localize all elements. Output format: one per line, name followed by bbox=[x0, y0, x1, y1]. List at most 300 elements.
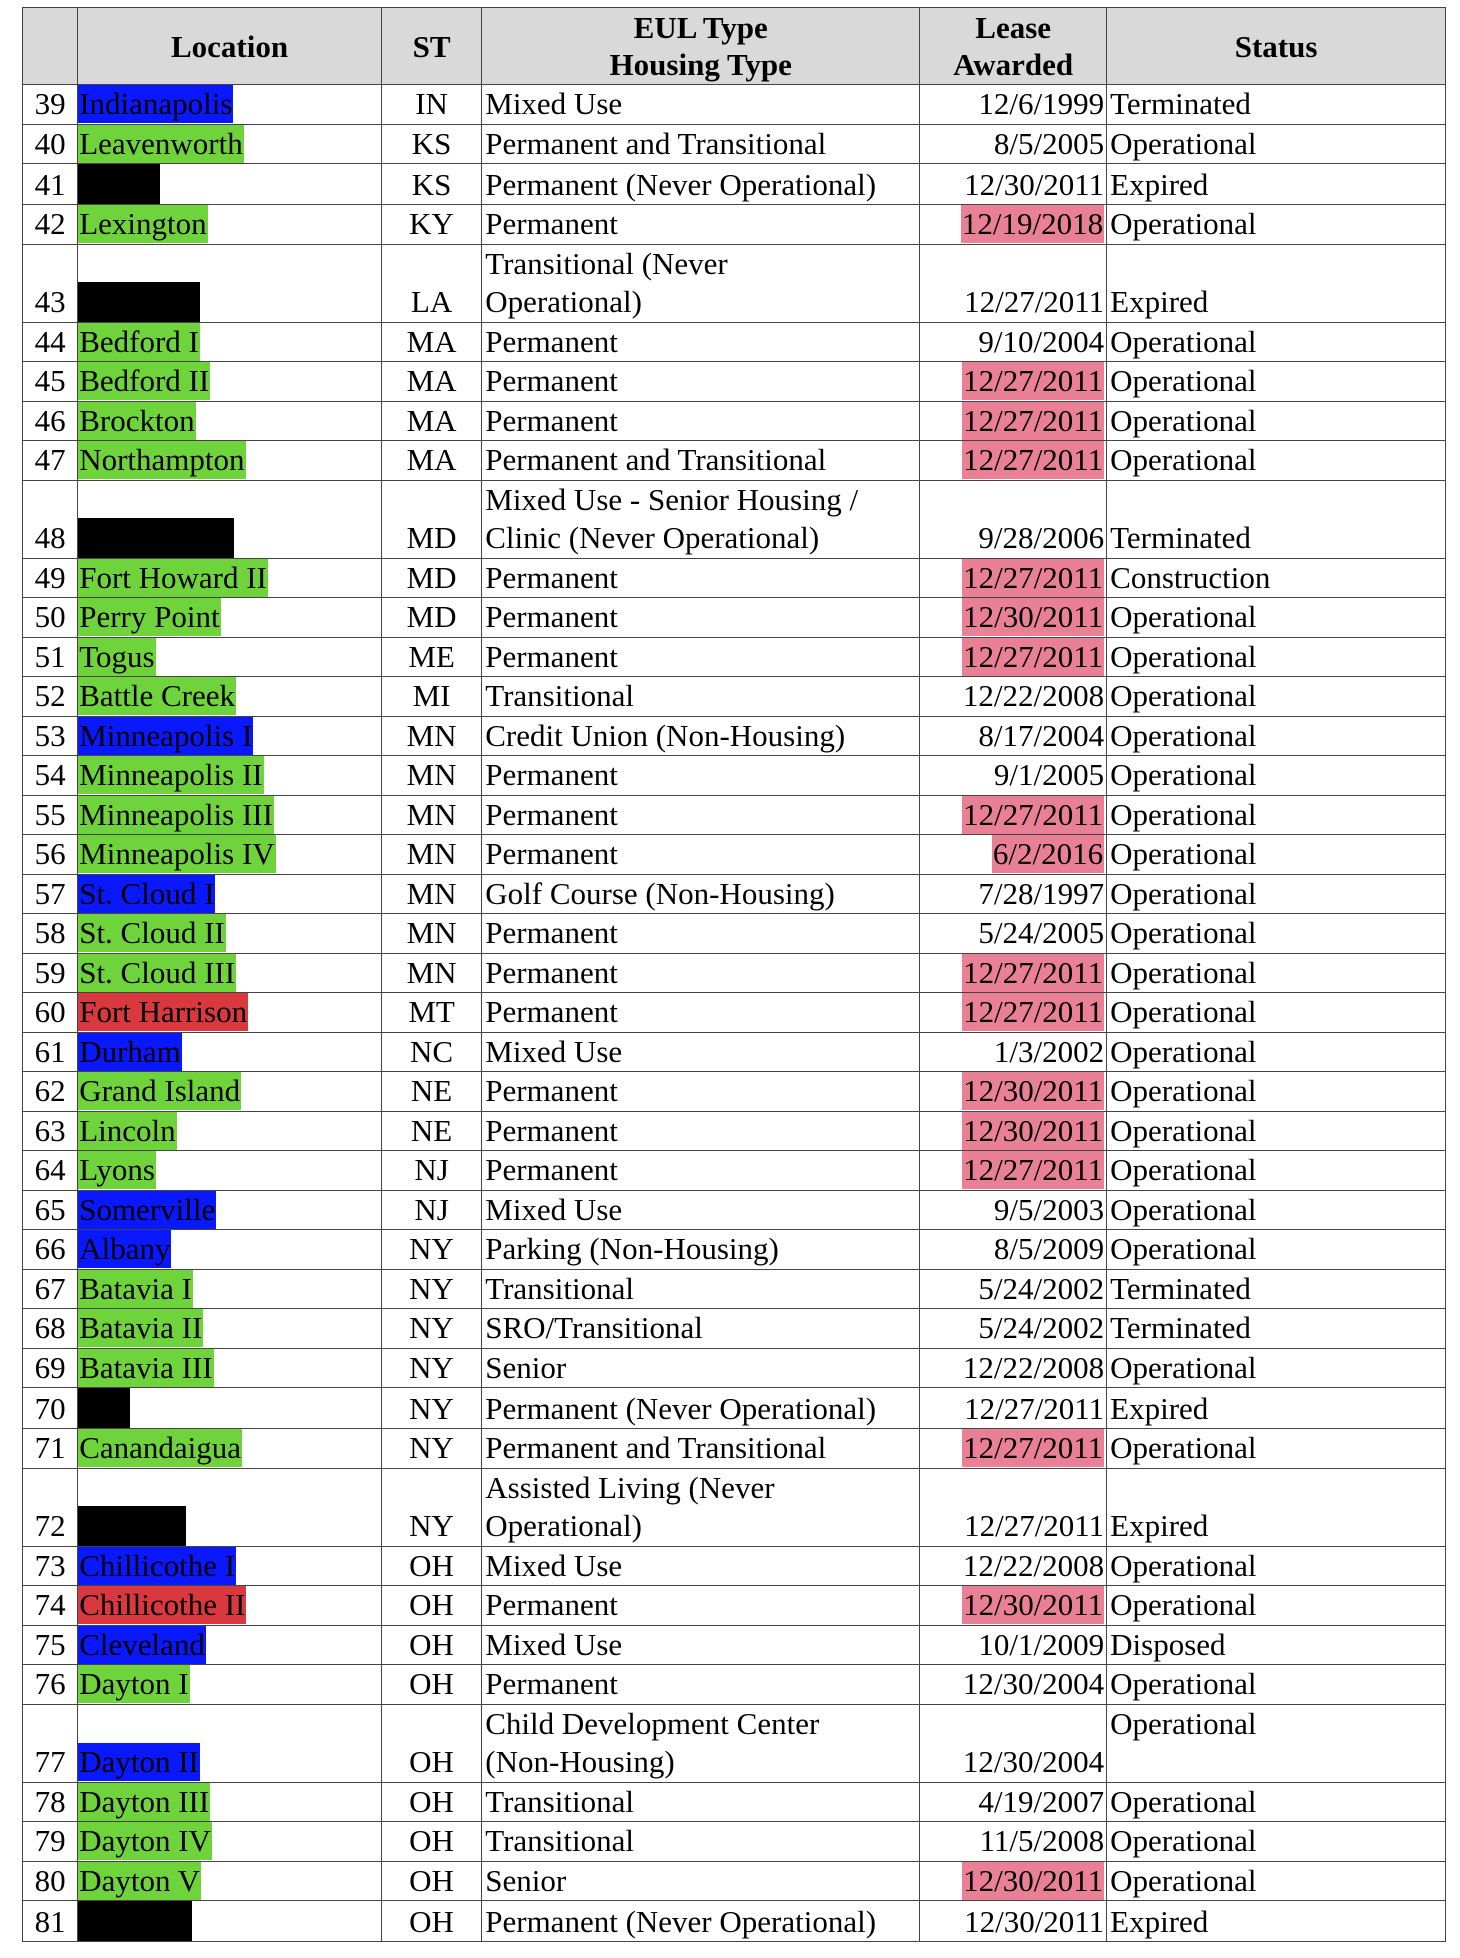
status-text: Operational bbox=[1110, 1191, 1257, 1227]
state-cell: OH bbox=[381, 1704, 481, 1782]
status-cell bbox=[1107, 558, 1446, 598]
location-cell bbox=[78, 993, 382, 1033]
lease-awarded-cell bbox=[920, 1704, 1107, 1782]
housing-type-cell bbox=[482, 795, 920, 835]
state-cell: MA bbox=[381, 362, 481, 402]
housing-type-text: Permanent bbox=[485, 954, 618, 990]
status-text: Operational bbox=[1110, 954, 1257, 990]
status-text: Operational bbox=[1110, 599, 1257, 634]
status-cell bbox=[1107, 637, 1446, 677]
state-cell: LA bbox=[381, 244, 481, 322]
highlighted-date: 12/27/2011 bbox=[963, 638, 1104, 674]
table-row bbox=[23, 480, 1446, 558]
location-name: Batavia II bbox=[79, 1310, 203, 1345]
lease-awarded-cell bbox=[920, 1151, 1107, 1191]
row-number: 65 bbox=[23, 1190, 78, 1230]
lease-date: 12/30/2004 bbox=[962, 1744, 1105, 1779]
lease-date: 9/28/2006 bbox=[978, 520, 1105, 555]
row-number: 47 bbox=[23, 441, 78, 481]
state-cell: MA bbox=[381, 322, 481, 362]
lease-date: 12/22/2008 bbox=[962, 1547, 1105, 1583]
lease-awarded-cell bbox=[920, 401, 1107, 441]
row-number: 50 bbox=[23, 598, 78, 638]
status-text: Operational bbox=[1110, 1705, 1257, 1741]
housing-type-cell bbox=[482, 914, 920, 954]
row-number: 55 bbox=[23, 795, 78, 835]
table-row bbox=[23, 598, 1446, 638]
housing-type-text: Permanent bbox=[485, 599, 618, 634]
housing-type-text: Transitional bbox=[485, 1783, 634, 1819]
row-number: 42 bbox=[23, 205, 78, 245]
status-text: Operational bbox=[1110, 836, 1257, 871]
state-cell: NJ bbox=[381, 1151, 481, 1191]
lease-awarded-cell bbox=[920, 1230, 1107, 1270]
header-lease-line2: Awarded bbox=[953, 47, 1074, 82]
lease-awarded-cell bbox=[920, 441, 1107, 481]
status-cell bbox=[1107, 1704, 1446, 1782]
lease-awarded-cell bbox=[920, 598, 1107, 638]
housing-type-cell bbox=[482, 874, 920, 914]
lease-awarded-cell bbox=[920, 1190, 1107, 1230]
housing-type-cell bbox=[482, 1111, 920, 1151]
state-cell: MN bbox=[381, 914, 481, 954]
status-cell bbox=[1107, 322, 1446, 362]
table-row bbox=[23, 1269, 1446, 1309]
housing-type-text: Parking (Non-Housing) bbox=[485, 1231, 779, 1266]
state-cell: NC bbox=[381, 1032, 481, 1072]
status-text: Operational bbox=[1110, 1349, 1257, 1385]
location-cell bbox=[78, 441, 382, 481]
state-cell: OH bbox=[381, 1546, 481, 1586]
location-cell bbox=[78, 124, 382, 164]
housing-type-cell bbox=[482, 953, 920, 993]
status-cell bbox=[1107, 1665, 1446, 1705]
housing-type-text: Permanent and Transitional bbox=[485, 125, 827, 161]
housing-type-text: Mixed Use bbox=[485, 1626, 623, 1662]
location-name: Perry Point bbox=[79, 599, 220, 634]
location-cell bbox=[78, 401, 382, 441]
housing-type-cell bbox=[482, 480, 920, 558]
location-cell bbox=[78, 1111, 382, 1151]
state-cell: ME bbox=[381, 637, 481, 677]
status-cell bbox=[1107, 914, 1446, 954]
state-cell: MA bbox=[381, 441, 481, 481]
table-row bbox=[23, 322, 1446, 362]
lease-date: 9/10/2004 bbox=[978, 323, 1105, 359]
state-cell: MN bbox=[381, 795, 481, 835]
redaction-block bbox=[78, 282, 200, 322]
state-cell: MI bbox=[381, 677, 481, 717]
status-text: Operational bbox=[1110, 1862, 1257, 1898]
table-row bbox=[23, 1388, 1446, 1429]
housing-type-cell bbox=[482, 401, 920, 441]
table-row bbox=[23, 1348, 1446, 1388]
status-cell bbox=[1107, 85, 1446, 125]
state-cell: IN bbox=[381, 85, 481, 125]
row-number: 40 bbox=[23, 124, 78, 164]
status-text: Operational bbox=[1110, 875, 1257, 911]
location-name: Brockton bbox=[79, 402, 195, 438]
status-text: Operational bbox=[1110, 994, 1257, 1029]
location-cell bbox=[78, 1586, 382, 1626]
housing-type-text: Permanent bbox=[485, 836, 618, 871]
header-state: ST bbox=[381, 8, 481, 85]
location-cell bbox=[78, 953, 382, 993]
housing-type-cell bbox=[482, 1032, 920, 1072]
row-number: 44 bbox=[23, 322, 78, 362]
lease-date: 5/24/2005 bbox=[978, 915, 1105, 950]
lease-date: 12/30/2011 bbox=[964, 1903, 1105, 1939]
highlighted-date: 12/27/2011 bbox=[963, 402, 1104, 438]
status-text: Operational bbox=[1110, 1547, 1257, 1583]
location-name: Dayton III bbox=[79, 1783, 210, 1819]
location-name: Minneapolis I bbox=[79, 717, 253, 753]
lease-date: 12/27/2011 bbox=[964, 284, 1105, 319]
location-name: Bedford II bbox=[79, 363, 210, 398]
status-cell bbox=[1107, 205, 1446, 245]
highlighted-date: 12/27/2011 bbox=[963, 559, 1104, 595]
status-text: Operational bbox=[1110, 1587, 1257, 1622]
location-cell bbox=[78, 164, 382, 205]
housing-type-text: Permanent bbox=[485, 638, 618, 674]
housing-type-text: Permanent bbox=[485, 402, 618, 438]
housing-type-text: Permanent bbox=[485, 363, 618, 398]
status-text: Operational bbox=[1110, 1152, 1257, 1187]
lease-awarded-cell bbox=[920, 164, 1107, 205]
location-cell bbox=[78, 677, 382, 717]
highlighted-date: 12/27/2011 bbox=[963, 796, 1104, 832]
lease-date: 8/5/2009 bbox=[993, 1231, 1105, 1266]
row-number: 61 bbox=[23, 1032, 78, 1072]
highlighted-date: 12/19/2018 bbox=[961, 206, 1104, 241]
status-cell bbox=[1107, 795, 1446, 835]
status-cell bbox=[1107, 1586, 1446, 1626]
row-number: 45 bbox=[23, 362, 78, 402]
status-cell bbox=[1107, 1468, 1446, 1546]
table-row bbox=[23, 1704, 1446, 1782]
state-cell: OH bbox=[381, 1625, 481, 1665]
table-row bbox=[23, 1782, 1446, 1822]
location-cell bbox=[78, 85, 382, 125]
housing-type-cell bbox=[482, 1072, 920, 1112]
status-cell bbox=[1107, 716, 1446, 756]
table-row bbox=[23, 164, 1446, 205]
row-number: 69 bbox=[23, 1348, 78, 1388]
state-cell: NY bbox=[381, 1309, 481, 1349]
table-row bbox=[23, 1901, 1446, 1942]
state-cell: NY bbox=[381, 1429, 481, 1469]
location-name: Dayton II bbox=[79, 1744, 199, 1779]
location-name: Bedford I bbox=[79, 323, 199, 359]
housing-type-cell bbox=[482, 677, 920, 717]
row-number: 53 bbox=[23, 716, 78, 756]
status-cell bbox=[1107, 1901, 1446, 1942]
lease-awarded-cell bbox=[920, 874, 1107, 914]
location-name: St. Cloud I bbox=[79, 875, 215, 911]
status-cell bbox=[1107, 677, 1446, 717]
housing-type-text: Mixed Use - Senior Housing / Clinic (Never Operational) bbox=[485, 481, 859, 555]
location-cell bbox=[78, 1151, 382, 1191]
housing-type-cell bbox=[482, 756, 920, 796]
housing-type-text: Mixed Use bbox=[485, 86, 623, 121]
row-number: 68 bbox=[23, 1309, 78, 1349]
location-name: Batavia III bbox=[79, 1349, 213, 1385]
status-text: Construction bbox=[1110, 559, 1271, 595]
lease-awarded-cell bbox=[920, 1111, 1107, 1151]
row-number: 78 bbox=[23, 1782, 78, 1822]
table-row bbox=[23, 677, 1446, 717]
highlighted-date: 12/27/2011 bbox=[963, 994, 1104, 1029]
lease-date: 10/1/2009 bbox=[978, 1626, 1105, 1662]
row-number: 62 bbox=[23, 1072, 78, 1112]
lease-awarded-cell bbox=[920, 1348, 1107, 1388]
lease-awarded-cell bbox=[920, 795, 1107, 835]
row-number: 58 bbox=[23, 914, 78, 954]
location-cell bbox=[78, 1072, 382, 1112]
row-number: 39 bbox=[23, 85, 78, 125]
status-text: Operational bbox=[1110, 796, 1257, 832]
table-row bbox=[23, 1230, 1446, 1270]
location-cell bbox=[78, 1782, 382, 1822]
lease-date: 11/5/2008 bbox=[979, 1823, 1105, 1858]
housing-type-text: Transitional (Never Operational) bbox=[485, 245, 728, 319]
lease-awarded-cell bbox=[920, 637, 1107, 677]
status-text: Operational bbox=[1110, 1783, 1257, 1819]
state-cell: NY bbox=[381, 1230, 481, 1270]
status-cell bbox=[1107, 1348, 1446, 1388]
housing-type-text: Permanent bbox=[485, 1666, 618, 1701]
table-row bbox=[23, 1822, 1446, 1862]
table-row bbox=[23, 637, 1446, 677]
status-text: Operational bbox=[1110, 1112, 1257, 1148]
header-eul-type bbox=[482, 8, 920, 85]
location-cell bbox=[78, 835, 382, 875]
housing-type-text: Mixed Use bbox=[485, 1547, 623, 1583]
table-row bbox=[23, 1665, 1446, 1705]
housing-type-text: Permanent and Transitional bbox=[485, 1430, 827, 1465]
redaction-block bbox=[78, 164, 160, 204]
status-text: Operational bbox=[1110, 757, 1257, 792]
location-name: Togus bbox=[79, 638, 155, 674]
row-number: 81 bbox=[23, 1901, 78, 1942]
status-cell bbox=[1107, 598, 1446, 638]
row-number: 54 bbox=[23, 756, 78, 796]
location-name: Fort Harrison bbox=[79, 994, 248, 1029]
state-cell: OH bbox=[381, 1822, 481, 1862]
housing-type-cell bbox=[482, 322, 920, 362]
row-number: 41 bbox=[23, 164, 78, 205]
location-cell bbox=[78, 1230, 382, 1270]
table-row bbox=[23, 756, 1446, 796]
housing-type-cell bbox=[482, 1546, 920, 1586]
location-name: Lincoln bbox=[79, 1112, 176, 1148]
housing-type-cell bbox=[482, 835, 920, 875]
housing-type-cell bbox=[482, 1625, 920, 1665]
row-number: 75 bbox=[23, 1625, 78, 1665]
row-number: 80 bbox=[23, 1861, 78, 1901]
status-text: Operational bbox=[1110, 442, 1257, 477]
state-cell: NY bbox=[381, 1388, 481, 1429]
highlighted-date: 6/2/2016 bbox=[992, 836, 1104, 871]
location-cell bbox=[78, 244, 382, 322]
location-name: Cleveland bbox=[79, 1626, 205, 1662]
status-text: Terminated bbox=[1110, 1310, 1251, 1345]
housing-type-text: Permanent (Never Operational) bbox=[485, 166, 877, 202]
location-name: Minneapolis IV bbox=[79, 836, 275, 871]
table-row bbox=[23, 1468, 1446, 1546]
status-cell bbox=[1107, 1822, 1446, 1862]
status-text: Expired bbox=[1110, 1390, 1209, 1426]
lease-awarded-cell bbox=[920, 1269, 1107, 1309]
housing-type-text: Permanent bbox=[485, 1073, 618, 1108]
housing-type-cell bbox=[482, 244, 920, 322]
housing-type-text: Transitional bbox=[485, 678, 634, 713]
row-number: 71 bbox=[23, 1429, 78, 1469]
lease-date: 8/5/2005 bbox=[993, 125, 1105, 161]
lease-awarded-cell bbox=[920, 480, 1107, 558]
row-number: 60 bbox=[23, 993, 78, 1033]
state-cell: NY bbox=[381, 1348, 481, 1388]
lease-awarded-cell bbox=[920, 1072, 1107, 1112]
housing-type-cell bbox=[482, 1704, 920, 1782]
state-cell: NY bbox=[381, 1269, 481, 1309]
location-cell bbox=[78, 1388, 382, 1429]
housing-type-cell bbox=[482, 1468, 920, 1546]
housing-type-text: Senior bbox=[485, 1862, 567, 1898]
redaction-block bbox=[78, 1388, 130, 1428]
lease-date: 12/30/2004 bbox=[962, 1666, 1105, 1701]
location-name: Dayton V bbox=[79, 1862, 201, 1898]
status-cell bbox=[1107, 1429, 1446, 1469]
location-cell bbox=[78, 598, 382, 638]
table-row bbox=[23, 953, 1446, 993]
status-text: Expired bbox=[1110, 166, 1209, 202]
table-row bbox=[23, 244, 1446, 322]
status-cell bbox=[1107, 362, 1446, 402]
housing-type-text: Assisted Living (Never Operational) bbox=[485, 1469, 775, 1543]
location-cell bbox=[78, 1309, 382, 1349]
table-row bbox=[23, 85, 1446, 125]
status-text: Operational bbox=[1110, 1430, 1257, 1465]
status-cell bbox=[1107, 1388, 1446, 1429]
status-text: Operational bbox=[1110, 323, 1257, 359]
status-cell bbox=[1107, 835, 1446, 875]
housing-type-text: Permanent bbox=[485, 757, 618, 792]
housing-type-cell bbox=[482, 1348, 920, 1388]
location-name: Chillicothe I bbox=[79, 1547, 236, 1583]
state-cell: KS bbox=[381, 124, 481, 164]
lease-date: 1/3/2002 bbox=[993, 1033, 1105, 1069]
housing-type-cell bbox=[482, 1665, 920, 1705]
redaction-block bbox=[78, 1506, 186, 1546]
location-name: Northampton bbox=[79, 442, 245, 477]
status-cell bbox=[1107, 756, 1446, 796]
housing-type-cell bbox=[482, 1309, 920, 1349]
location-cell bbox=[78, 1822, 382, 1862]
highlighted-date: 12/30/2011 bbox=[963, 1073, 1104, 1108]
lease-awarded-cell bbox=[920, 124, 1107, 164]
location-name: Canandaigua bbox=[79, 1430, 242, 1465]
status-text: Operational bbox=[1110, 206, 1257, 241]
table-row bbox=[23, 205, 1446, 245]
status-cell bbox=[1107, 401, 1446, 441]
location-name: Dayton IV bbox=[79, 1823, 211, 1858]
lease-awarded-cell bbox=[920, 1861, 1107, 1901]
lease-awarded-cell bbox=[920, 558, 1107, 598]
status-text: Expired bbox=[1110, 1508, 1209, 1543]
status-text: Terminated bbox=[1110, 86, 1251, 121]
location-name: Somerville bbox=[79, 1191, 216, 1227]
lease-awarded-cell bbox=[920, 914, 1107, 954]
housing-type-text: Permanent bbox=[485, 796, 618, 832]
row-number: 63 bbox=[23, 1111, 78, 1151]
lease-awarded-cell bbox=[920, 1032, 1107, 1072]
row-number: 46 bbox=[23, 401, 78, 441]
lease-awarded-cell bbox=[920, 1388, 1107, 1429]
table-row bbox=[23, 1032, 1446, 1072]
table-body bbox=[23, 85, 1446, 1942]
status-text: Operational bbox=[1110, 915, 1257, 950]
status-text: Operational bbox=[1110, 1073, 1257, 1108]
status-text: Terminated bbox=[1110, 1270, 1251, 1306]
housing-type-cell bbox=[482, 716, 920, 756]
location-cell bbox=[78, 1861, 382, 1901]
row-number: 79 bbox=[23, 1822, 78, 1862]
housing-type-cell bbox=[482, 441, 920, 481]
status-cell bbox=[1107, 244, 1446, 322]
table-row bbox=[23, 362, 1446, 402]
housing-type-cell bbox=[482, 1782, 920, 1822]
location-name: Batavia I bbox=[79, 1270, 192, 1306]
highlighted-date: 12/27/2011 bbox=[963, 1430, 1104, 1465]
location-cell bbox=[78, 1269, 382, 1309]
location-name: Leavenworth bbox=[79, 125, 243, 161]
location-cell bbox=[78, 1032, 382, 1072]
housing-type-cell bbox=[482, 1861, 920, 1901]
header-number bbox=[23, 8, 78, 85]
status-cell bbox=[1107, 1230, 1446, 1270]
location-cell bbox=[78, 322, 382, 362]
highlighted-date: 12/30/2011 bbox=[963, 1112, 1104, 1148]
status-text: Operational bbox=[1110, 1231, 1257, 1266]
status-cell bbox=[1107, 1072, 1446, 1112]
housing-type-text: Permanent bbox=[485, 323, 618, 359]
housing-type-cell bbox=[482, 598, 920, 638]
table-row bbox=[23, 914, 1446, 954]
status-cell bbox=[1107, 1111, 1446, 1151]
location-name: St. Cloud II bbox=[79, 915, 225, 950]
location-name: Chillicothe II bbox=[79, 1587, 246, 1622]
row-number: 73 bbox=[23, 1546, 78, 1586]
housing-type-cell bbox=[482, 558, 920, 598]
housing-type-text: Transitional bbox=[485, 1270, 634, 1306]
header-location: Location bbox=[78, 8, 382, 85]
housing-type-text: Permanent bbox=[485, 1112, 618, 1148]
status-text: Terminated bbox=[1110, 520, 1251, 555]
lease-awarded-cell bbox=[920, 1665, 1107, 1705]
header-lease-line1: Lease bbox=[975, 10, 1052, 45]
status-cell bbox=[1107, 874, 1446, 914]
highlighted-date: 12/30/2011 bbox=[963, 599, 1104, 634]
state-cell: OH bbox=[381, 1901, 481, 1942]
status-cell bbox=[1107, 164, 1446, 205]
housing-type-text: SRO/Transitional bbox=[485, 1310, 703, 1345]
row-number: 51 bbox=[23, 637, 78, 677]
status-text: Operational bbox=[1110, 638, 1257, 674]
location-name: Dayton I bbox=[79, 1666, 189, 1701]
location-cell bbox=[78, 716, 382, 756]
lease-date: 4/19/2007 bbox=[978, 1783, 1105, 1819]
